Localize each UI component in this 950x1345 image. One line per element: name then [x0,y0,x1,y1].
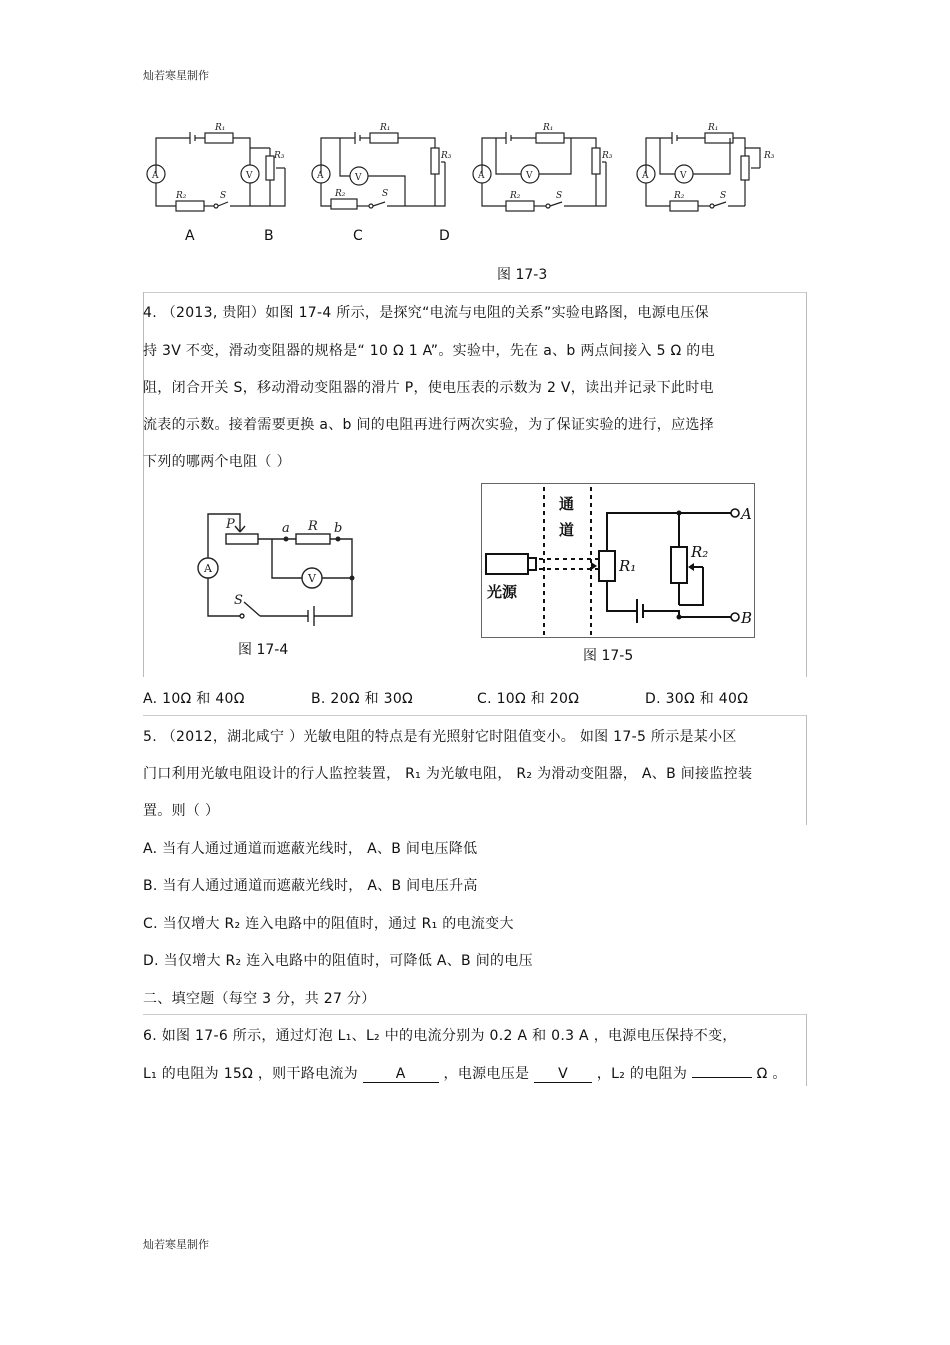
q6-blank-voltage[interactable] [534,1066,592,1083]
r1-label: R₁ [543,123,554,133]
figure-caption-17-5: 图 17-5 [583,648,634,664]
q6-blank-current[interactable] [363,1066,439,1083]
q4-line-1: 4. （2013, 贵阳）如图 17-4 所示，是探究“电流与电阻的关系”实验电路图，电源电压保 [143,305,709,321]
q4-line-4: 流表的示数。接着需要更换 a、b 间的电阻再进行两次实验，为了保证实验的进行，应选择 [143,417,714,433]
q5-option-b: B. 当有人通过通道而遮蔽光线时， A、B 间电压升高 [143,878,478,894]
light-source-label: 光源 [487,583,518,601]
section-2-heading: 二、填空题（每空 3 分，共 27 分） [143,991,376,1007]
r3-label: R₃ [764,151,775,161]
q6-text-b: ，电源电压是 [443,1066,530,1082]
resistor-r-label: R [308,519,318,534]
circuit-c [473,132,606,211]
q5-option-a: A. 当有人通过通道而遮蔽光线时， A、B 间电压降低 [143,841,478,857]
q5-option-d: D. 当仅增大 R₂ 连入电路中的阻值时，可降低 A、B 间的电压 [143,953,533,969]
r2-label: R₂ [674,191,685,201]
option-label-d: D [439,228,450,244]
voltmeter-label: V [680,171,687,181]
voltmeter-label: V [308,572,316,585]
ammeter-label: A [204,562,212,575]
circuit-a [147,132,285,211]
switch-s-label: S [234,593,243,608]
q4-line-5: 下列的哪两个电阻（ ） [143,454,291,470]
q6-unit-v: V [558,1066,569,1082]
point-b-label: b [334,521,343,536]
point-a-label: a [282,521,290,536]
option-label-a: A [185,228,195,244]
figure-17-4 [190,510,370,635]
switch-label: S [220,191,227,201]
q4-option-a: A. 10Ω 和 40Ω [143,691,245,707]
slider-p-label: P [226,517,235,532]
r2-label: R₂ [510,191,521,201]
figure-17-3 [140,118,800,218]
r1-label: R₁ [380,123,391,133]
q6-line-1: 6. 如图 17-6 所示，通过灯泡 L₁、L₂ 中的电流分别为 0.2 A 和 0.3 A ，电源电压保持不变， [143,1028,737,1044]
r1-label: R₁ [215,123,226,133]
figure-17-5 [481,483,757,639]
r1-label: R₁ [708,123,719,133]
q6-unit-a: A [395,1066,406,1082]
voltmeter-label: V [526,171,533,181]
ammeter-label: A [642,171,649,181]
q5-line-3: 置。则（ ） [143,803,220,819]
channel-char-2: 道 [559,521,575,539]
option-label-b: B [264,228,274,244]
ammeter-label: A [478,171,485,181]
voltmeter-label: V [246,171,253,181]
q4-option-d: D. 30Ω 和 40Ω [645,691,749,707]
circuit-d [637,132,760,211]
channel-char-1: 通 [559,495,575,513]
q6-text-a: L₁ 的电阻为 15Ω ，则干路电流为 [143,1066,358,1082]
ammeter-label: A [152,171,159,181]
voltmeter-label: V [355,173,362,183]
q5-line-2: 门口利用光敏电阻设计的行人监控装置， R₁ 为光敏电阻， R₂ 为滑动变阻器， A、B 间接监控装 [143,766,753,782]
figure-caption-17-3: 图 17-3 [497,267,548,283]
q4-option-c: C. 10Ω 和 20Ω [477,691,580,707]
r1-label: R₁ [619,557,637,575]
ammeter-label: A [317,171,324,181]
circuit-b [312,132,445,209]
q6-text-c: ，L₂ 的电阻为 [596,1066,688,1082]
figure-caption-17-4: 图 17-4 [238,642,289,658]
switch-label: S [720,191,727,201]
switch-label: S [556,191,563,201]
switch-label: S [382,189,389,199]
q4-line-3: 阻，闭合开关 S，移动滑动变阻器的滑片 P，使电压表的示数为 2 V，读出并记录下此时电 [143,380,714,396]
q4-option-b: B. 20Ω 和 30Ω [311,691,414,707]
q4-line-2: 持 3V 不变，滑动变阻器的规格是“ 10 Ω 1 A”。实验中，先在 a、b 两点间接入 5 Ω 的电 [143,343,715,359]
q6-line-2 [143,1063,787,1083]
page-footer: 灿若寒星制作 [143,1238,209,1251]
q5-option-c: C. 当仅增大 R₂ 连入电路中的阻值时，通过 R₁ 的电流变大 [143,916,514,932]
r2-label: R₂ [335,189,346,199]
terminal-a-label: A [741,505,752,523]
q5-line-1: 5. （2012，湖北咸宁 ）光敏电阻的特点是有光照射它时阻值变小。 如图 17-5 所示是某小区 [143,729,737,745]
r3-label: R₃ [602,151,613,161]
page-header: 灿若寒星制作 [143,69,209,82]
q6-blank-resistance[interactable] [692,1077,752,1078]
r3-label: R₃ [441,151,452,161]
r2-label: R₂ [691,543,709,561]
q6-text-d: Ω 。 [756,1066,787,1082]
r3-label: R₃ [274,151,285,161]
r2-label: R₂ [176,191,187,201]
terminal-b-label: B [741,609,753,627]
option-label-c: C [353,228,363,244]
